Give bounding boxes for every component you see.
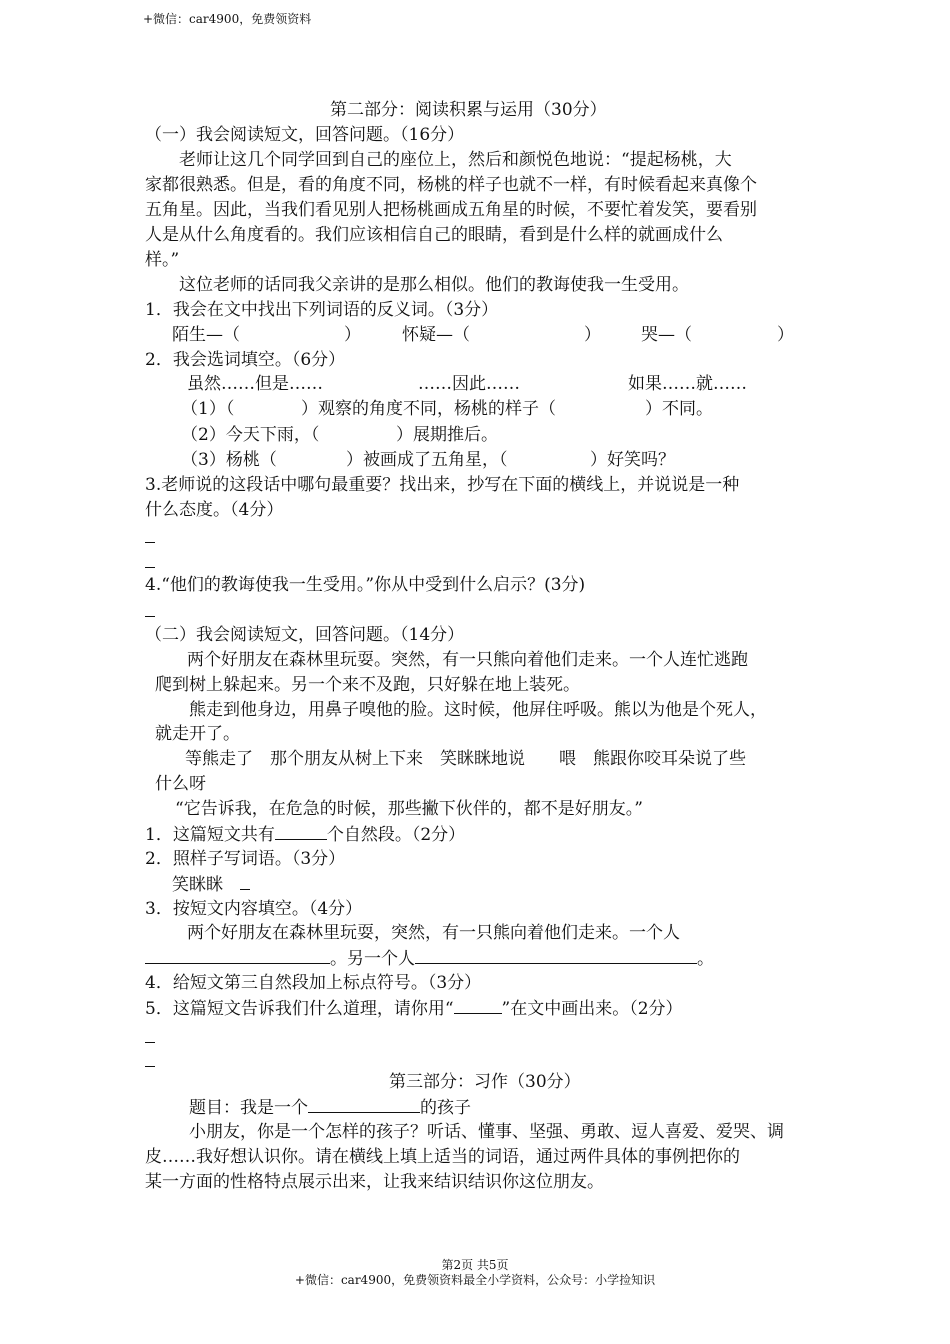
passage2-line: “它告诉我，在危急的时候，那些撇下伙伴的，都不是好朋友。” <box>175 799 643 819</box>
s2-question-5-b: ”在文中画出来。（2分） <box>501 999 683 1019</box>
example-word-row <box>172 873 250 896</box>
footer-note: +微信：car4900，免费领资料最全小学资料，公众号：小学捡知识 <box>294 1273 656 1287</box>
word-option: 如果……就…… <box>628 374 747 394</box>
answer-line[interactable] <box>145 1042 155 1043</box>
passage2-line: 什么呀 <box>155 774 206 794</box>
fill-item-1-c: ）不同。 <box>645 399 713 419</box>
q3-line-2 <box>145 947 714 970</box>
s2-question-4: 4．给短文第三自然段加上标点符号。（3分） <box>145 973 482 993</box>
antonym-3-label: 哭—（ <box>641 325 692 345</box>
header-note: +微信：car4900，免费领资料 <box>143 12 312 26</box>
answer-line[interactable] <box>145 542 155 543</box>
part2-title: 第二部分：阅读积累与运用（30分） <box>330 100 607 120</box>
s2-question-1-b: 个自然段。（2分） <box>326 825 466 845</box>
q3-line-2-a: 。另一个人 <box>330 949 415 969</box>
fill-item-3-b: ）被画成了五角星，（ <box>346 450 508 470</box>
blank-line[interactable] <box>308 1096 420 1113</box>
passage1-line: 五角星。因此，当我们看见别人把杨桃画成五角星的时候，不要忙着发笑，要看别 <box>145 200 757 220</box>
fill-item-3-a: （3）杨桃（ <box>181 450 277 470</box>
essay-topic-b: 的孩子 <box>420 1098 471 1118</box>
essay-topic-a: 题目：我是一个 <box>189 1098 308 1118</box>
blank-line[interactable] <box>415 947 697 964</box>
s1-question-3: 3.老师说的这段话中哪句最重要？找出来，抄写在下面的横线上，并说说是一种 <box>145 475 740 495</box>
passage1-line: 这位老师的话同我父亲讲的是那么相似。他们的教诲使我一生受用。 <box>179 275 689 295</box>
fill-item-1-a: （1）（ <box>181 399 235 419</box>
section1-heading: （一）我会阅读短文，回答问题。（16分） <box>145 125 465 145</box>
essay-prompt-line: 小朋友，你是一个怎样的孩子？听话、懂事、坚强、勇敢、逗人喜爱、爱哭、调 <box>189 1122 784 1142</box>
part3-title: 第三部分：习作（30分） <box>389 1072 581 1092</box>
section2-heading: （二）我会阅读短文，回答问题。（14分） <box>145 625 465 645</box>
passage2-line: 爬到树上躲起来。另一个来不及跑，只好躲在地上装死。 <box>155 675 580 695</box>
blank-line[interactable] <box>275 823 327 840</box>
antonym-2-label: 怀疑—（ <box>402 325 470 345</box>
example-word: 笑眯眯 <box>172 875 223 895</box>
blank-line[interactable] <box>145 947 330 964</box>
s2-question-1-a: 1．这篇短文共有 <box>145 825 275 845</box>
s2-question-3: 3．按短文内容填空。（4分） <box>145 899 363 919</box>
antonym-2-close: ） <box>584 325 601 345</box>
fill-item-1-b: ）观察的角度不同，杨桃的样子（ <box>301 399 556 419</box>
antonym-1-close: ） <box>344 325 361 345</box>
s1-question-1: 1．我会在文中找出下列词语的反义词。（3分） <box>145 300 499 320</box>
passage2-line: 两个好朋友在森林里玩耍。突然，有一只熊向着他们走来。一个人连忙逃跑 <box>187 650 748 670</box>
word-option: 虽然……但是…… <box>187 374 323 394</box>
fill-item-3-c: ）好笑吗？ <box>590 450 675 470</box>
q3-line-2-b: 。 <box>697 949 714 969</box>
blank-line[interactable] <box>240 873 250 890</box>
fill-item-2-b: ）展期推后。 <box>396 425 498 445</box>
answer-line[interactable] <box>145 567 155 568</box>
antonym-3-close: ） <box>777 325 794 345</box>
passage1-line: 人是从什么角度看的。我们应该相信自己的眼睛，看到是什么样的就画成什么 <box>145 225 723 245</box>
fill-item-2-a: （2）今天下雨，（ <box>181 425 320 445</box>
essay-prompt-line: 皮……我好想认识你。请在横线上填上适当的词语，通过两件具体的事例把你的 <box>145 1147 740 1167</box>
s1-question-3-cont: 什么态度。（4分） <box>145 500 284 520</box>
s1-question-4: 4.“他们的教诲使我一生受用。”你从中受到什么启示？(3分) <box>145 575 586 595</box>
s2-question-2: 2．照样子写词语。（3分） <box>145 849 346 869</box>
word-option: ……因此…… <box>418 374 520 394</box>
passage2-line: 熊走到他身边，用鼻子嗅他的脸。这时候，他屏住呼吸。熊以为他是个死人， <box>189 700 767 720</box>
q3-line-1: 两个好朋友在森林里玩耍，突然，有一只熊向着他们走来。一个人 <box>187 923 680 943</box>
s2-question-5-a: 5．这篇短文告诉我们什么道理，请你用“ <box>145 999 454 1019</box>
essay-prompt-line: 某一方面的性格特点展示出来，让我来结识结识你这位朋友。 <box>145 1172 604 1192</box>
antonym-1-label: 陌生—（ <box>172 325 240 345</box>
answer-line[interactable] <box>145 616 155 617</box>
passage1-line: 样。” <box>145 250 180 270</box>
passage2-line: 就走开了。 <box>155 724 240 744</box>
passage1-line: 老师让这几个同学回到自己的座位上，然后和颜悦色地说：“提起杨桃，大 <box>179 150 732 170</box>
passage2-line: 等熊走了 那个朋友从树上下来 笑眯眯地说 喂 熊跟你咬耳朵说了些 <box>185 749 746 769</box>
s2-question-5 <box>145 997 683 1020</box>
s1-question-2: 2．我会选词填空。（6分） <box>145 350 346 370</box>
answer-line[interactable] <box>145 1066 155 1067</box>
page-number: 第2页 共5页 <box>441 1258 509 1272</box>
essay-topic <box>189 1096 471 1119</box>
blank-line[interactable] <box>454 997 502 1014</box>
passage1-line: 家都很熟悉。但是，看的角度不同，杨桃的样子也就不一样，有时候看起来真像个 <box>145 175 757 195</box>
s2-question-1 <box>145 823 465 846</box>
